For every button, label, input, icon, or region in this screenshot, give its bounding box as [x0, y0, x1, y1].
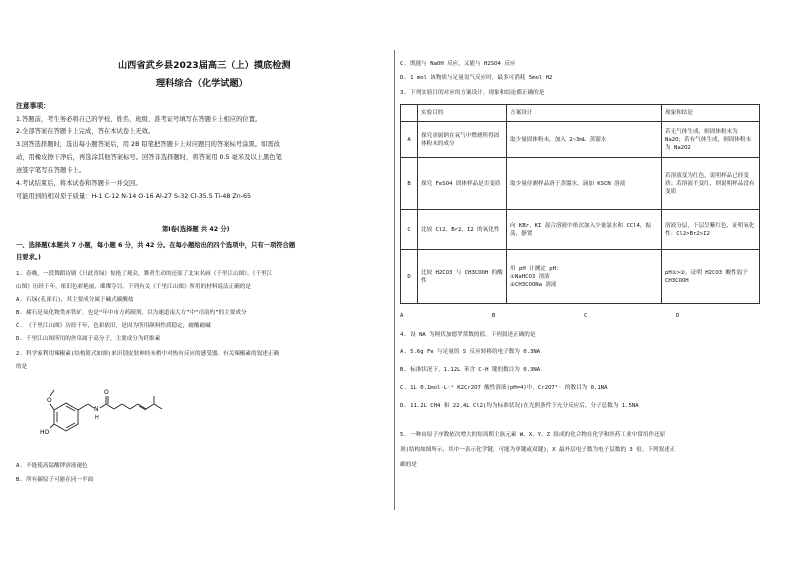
table-row [401, 210, 760, 250]
row-purpose: 比较 H2CO3 与 CH3COOH 的酸性 [418, 250, 507, 304]
answer-choice-d: D [676, 313, 680, 319]
note-line: 2.全部答案在答题卡上完成，答在本试卷上无效。 [16, 128, 155, 135]
question-1-option-a: A. 石绿(孔雀石)，其主要成分属于碱式碳酸盐 [16, 297, 134, 303]
oxygen-label: O [47, 397, 52, 404]
question-2-option-d: D. 1 mol 该物质与足量氢气反应时，最多可消耗 5mol H2 [400, 75, 553, 81]
table-header [401, 105, 418, 122]
question-1-option-b: B. 赭石是氧化物类赤铁矿，也是“年中市方药制剂，以为速道南大方”中“司南杓”的主要成分 [16, 310, 247, 316]
nitrogen-label: N [94, 406, 99, 413]
design-line: ①NaHCO3 溶液 [510, 273, 550, 280]
answer-choice-c: C [584, 313, 588, 319]
row-option: B [401, 158, 418, 210]
note-line: 4.考试结束后，将本试卷和答题卡一并交回。 [16, 180, 142, 187]
question-5-stem: 确的是 [400, 462, 417, 468]
row-design: 向 KBr、KI 混合溶液中依次加入少量氯水和 CCl4，振荡，静置 [507, 210, 662, 250]
question-4-option-a: A. 5.6g Fe 与足量的 S 反应转移的电子数为 0.3NA [400, 349, 541, 355]
row-option: D [401, 250, 418, 304]
design-line: 用 pH 计测定 pH： [510, 265, 562, 272]
right-column [400, 0, 780, 562]
note-line: 1.答题前，考生务必将自己的学校、姓名、班级、准考证号填写在答题卡上相应的位置。 [16, 116, 262, 123]
note-line: 3.回答选择题时，选出每小题答案后，用 2B 铅笔把答题卡上对应题目的答案标号涂黑。如需改 [16, 141, 280, 148]
design-line: ②CH3COONa 溶液 [510, 281, 557, 288]
row-design: 取少量待测样品溶于蒸馏水，滴加 KSCN 溶液 [507, 158, 662, 210]
hydrogen-label: H [95, 415, 99, 421]
hydroxyl-label: HO [40, 429, 50, 436]
answer-choice-b: B [492, 313, 496, 319]
left-column [16, 0, 391, 562]
row-result: 溶液分层，下层呈紫红色，证明氧化性：Cl2>Br2>I2 [662, 210, 760, 250]
section-intro: 一、选择题(本题共 7 小题，每小题 6 分，共 42 分。在每小题给出的四个选项中，只有一项符合题 [16, 242, 296, 249]
exam-subtitle: 理科综合（化学试题） [156, 78, 248, 89]
question-2-option-b: B. 所有碳原子可能在同一平面 [16, 477, 94, 483]
row-purpose: 探究 FeSO4 固体样品是否变质 [418, 158, 507, 210]
question-4-stem: 4. 设 NA 为阿伏加德罗常数的值。下列叙述正确的是 [400, 332, 536, 338]
note-line: 动，用橡皮擦干净后，再选涂其他答案标号。回答非选择题时，将答案用 0.5 毫米及以上黑色笔 [16, 154, 282, 161]
section-title: 第Ⅰ卷(选择题 共 42 分) [162, 226, 230, 233]
question-4-option-d: D. 11.2L CH4 和 22.4L Cl2(均为标准状况)在光照条件下充分反应后，分子总数为 1.5NA [400, 403, 639, 409]
table-row [401, 250, 760, 304]
question-4-option-c: C. 1L 0.1mol·L⁻¹ K2Cr2O7 酸性溶液(pH=4)中，Cr2O7²⁻ 的数目为 0.1NA [400, 385, 608, 391]
question-2-option-c: C. 既能与 NaOH 反应，又能与 H2SO4 反应 [400, 61, 516, 67]
table-row [401, 158, 760, 210]
row-option: A [401, 122, 418, 158]
row-purpose: 比较 Cl2、Br2、I2 的氧化性 [418, 210, 507, 250]
capsaicin-structure-diagram [40, 376, 170, 446]
table-row [401, 122, 760, 158]
question-2-stem: 2. 科学家利用辣椒素(结构简式如图)来识别皮肤神经末梢中对热有反应的感受器。有关辣椒素的叙述正确 [16, 351, 279, 357]
row-purpose: 探究金属钠在氧气中燃烧所得固体粉末的成分 [418, 122, 507, 158]
question-3-stem: 3. 下列实验目的对应的方案设计、现象和结论都正确的是 [400, 90, 545, 96]
table-header: 实验目的 [418, 105, 507, 122]
row-result: pH①>②，证明 H2CO3 酸性弱于 CH3COOH [662, 250, 760, 304]
table-header: 现象和结论 [662, 105, 760, 122]
question-1-stem: 山图》历经千年，依旧色彩艳丽，璀璨夺目。下列有关《千里江山图》所用的材料说法正确的是 [16, 284, 251, 290]
row-result: 若无气体生成，则固体粉末为 Na2O；若有气体生成，则固体粉末为 Na2O2 [662, 122, 760, 158]
column-divider [394, 50, 395, 510]
question-1-stem: 1. 春晚，一段舞蹈诗剧《只此青绿》惊艳了观众，舞者生动的还原了北宋名画《千里江山图》。《千里江 [16, 271, 273, 277]
atomic-mass-line: 可能用到的相对原子质量：H-1 C-12 N-14 O-16 Al-27 S-32 Cl-35.5 Ti-48 Zn-65 [16, 193, 252, 200]
question-2-option-a: A. 不能使高锰酸钾溶液褪色 [16, 463, 88, 469]
question-1-option-d: D. 千里江山图所用的丝帛属于高分子，主要成分为纤维素 [16, 336, 161, 342]
question-1-option-c: C. 《千里江山图》历经千年，色彩依旧，是因为所用颜料性质稳定，耐酸耐碱 [16, 323, 211, 329]
section-intro: 目要求。) [16, 254, 41, 261]
answer-choice-a: A [400, 313, 404, 319]
carbonyl-oxygen-label: O [104, 389, 109, 396]
question-2-stem: 的是 [16, 364, 28, 370]
experiment-table [400, 104, 760, 304]
exam-title: 山西省武乡县2023届高三（上）摸底检测 [118, 60, 291, 71]
row-option: C [401, 210, 418, 250]
question-4-option-b: B. 标准状况下，1.12L 苯含 C-H 键的数目为 0.3NA [400, 367, 541, 373]
question-5-stem: 5. 一种由原子序数依次增大的短周期主族元素 W、X、Y、Z 组成的化合物在化学和医药工业中常用作还原 [400, 432, 666, 438]
table-header-row [401, 105, 760, 122]
note-line: 迹签字笔写在答题卡上。 [16, 167, 86, 174]
row-design: 取少量固体粉末，加入 2~3mL 蒸馏水 [507, 122, 662, 158]
row-design [507, 250, 662, 304]
table-header: 方案设计 [507, 105, 662, 122]
row-result: 若溶液变为红色，说明样品已经变质；若溶液不变红，则说明样品没有变质 [662, 158, 760, 210]
notes-heading: 注意事项： [16, 102, 50, 110]
question-5-stem: 剂(结构如图所示，其中一表示化学键，可能为单键或双键)，X 最外层电子数为电子层数的 3 倍。下列叙述正 [400, 447, 676, 453]
